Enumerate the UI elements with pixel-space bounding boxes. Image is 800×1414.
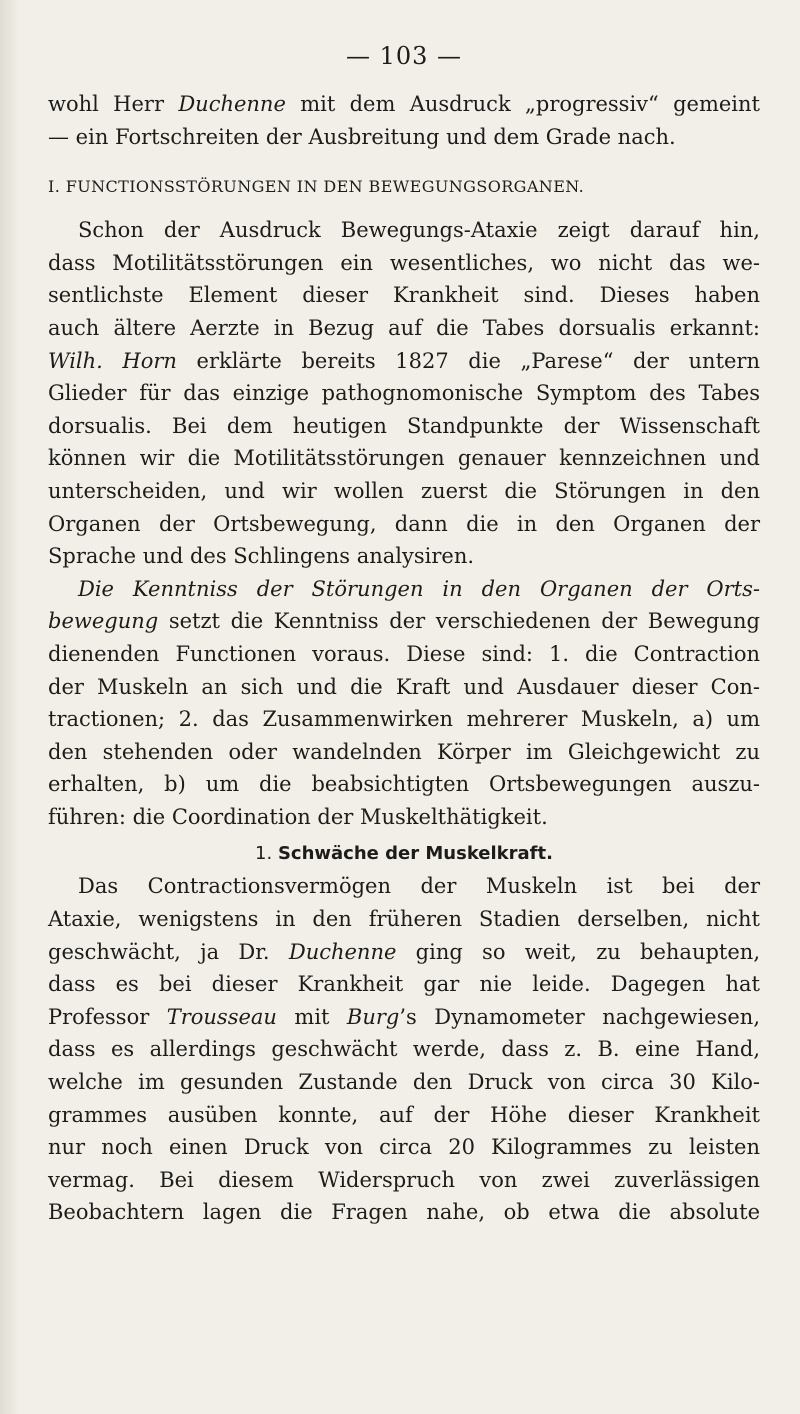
text-line: vermag. Bei diesem Widerspruch von zwei zuverlässigen	[48, 1167, 760, 1192]
text-line: dass Motilitätsstörungen ein wesentliches, wo nicht das we-	[48, 250, 760, 275]
text-line: unterscheiden, und wir wollen zuerst die Störungen in den	[48, 478, 760, 503]
italic-name: Burg	[346, 1004, 400, 1029]
text-line: Professor Trousseau mit Burg’s Dynamometer nachgewiesen,	[48, 1004, 760, 1029]
text-line: nur noch einen Druck von circa 20 Kilogrammes zu leisten	[48, 1135, 760, 1160]
text-line: bewegung setzt die Kenntniss der verschiedenen der Bewegung	[48, 609, 760, 634]
italic-name: Duchenne	[288, 939, 397, 964]
text-line: sentlichste Element dieser Krankheit sind. Dieses haben	[48, 283, 760, 308]
page-number: — 103 —	[345, 42, 463, 70]
subsection-number: 1.	[255, 843, 273, 865]
text-line: Ataxie, wenigstens in den früheren Stadien derselben, nicht	[48, 907, 760, 932]
text-line: dass es bei dieser Krankheit gar nie leide. Dagegen hat	[48, 972, 760, 997]
italic-name: Trousseau	[166, 1004, 277, 1029]
subsection-heading	[48, 843, 760, 864]
text-line: geschwächt, ja Dr. Duchenne ging so weit, zu behaupten,	[48, 939, 760, 964]
paragraph-1	[48, 214, 760, 573]
italic-name: bewegung	[48, 609, 159, 634]
section-heading: I. FUNCTIONSSTÖRUNGEN IN DEN BEWEGUNGSORGANEN.	[48, 177, 585, 197]
text-line: welche im gesunden Zustande den Druck von circa 30 Kilo-	[48, 1070, 760, 1095]
text-line: dorsualis. Bei dem heutigen Standpunkte der Wissenschaft	[48, 413, 760, 438]
text-line: den stehenden oder wandelnden Körper im Gleichgewicht zu	[48, 739, 760, 764]
text-line: grammes ausüben konnte, auf der Höhe dieser Krankheit	[48, 1102, 760, 1127]
text-line: — ein Fortschreiten der Ausbreitung und dem Grade nach.	[48, 124, 676, 149]
text-line: Sprache und des Schlingens analysiren.	[48, 544, 475, 569]
intro-text	[48, 88, 760, 153]
text-line: Organen der Ortsbewegung, dann die in den Organen der	[48, 511, 760, 536]
text-line: Das Contractionsvermögen der Muskeln ist bei der	[78, 874, 760, 899]
italic-name: Die Kenntniss der Störungen in den Organen der Orts-	[78, 576, 760, 601]
text-line: der Muskeln an sich und die Kraft und Ausdauer dieser Con-	[48, 674, 760, 699]
text-line: erhalten, b) um die beabsichtigten Ortsbewegungen auszu-	[48, 772, 760, 797]
text-line: führen: die Coordination der Muskelthätigkeit.	[48, 804, 548, 829]
italic-name: Wilh. Horn	[48, 348, 177, 373]
text-line: Glieder für das einzige pathognomonische Symptom des Tabes	[48, 381, 760, 406]
italic-name: Duchenne	[178, 92, 286, 116]
paragraph-3	[48, 870, 760, 1229]
text-line: Beobachtern lagen die Fragen nahe, ob etwa die absolute	[48, 1200, 760, 1225]
text-line: Wilh. Horn erklärte bereits 1827 die „Parese“ der untern	[48, 348, 760, 373]
text-line: dienenden Functionen voraus. Diese sind: 1. die Contraction	[48, 641, 760, 666]
paragraph-2	[48, 573, 760, 834]
text-line: tractionen; 2. das Zusammenwirken mehrerer Muskeln, a) um	[48, 707, 760, 732]
page-edge-shadow	[0, 0, 18, 1414]
subsection-title: Schwäche der Muskelkraft.	[277, 843, 553, 865]
text-line	[48, 573, 760, 606]
text-line: können wir die Motilitätsstörungen genauer kennzeichnen und	[48, 446, 760, 471]
text-line: wohl Herr Duchenne mit dem Ausdruck „progressiv“ gemeint	[48, 92, 760, 116]
book-page	[48, 42, 760, 1229]
text-line: Schon der Ausdruck Bewegungs-Ataxie zeigt darauf hin,	[78, 218, 760, 243]
text-line: auch ältere Aerzte in Bezug auf die Tabes dorsualis erkannt:	[48, 315, 760, 340]
text-line: dass es allerdings geschwächt werde, dass z. B. eine Hand,	[48, 1037, 760, 1062]
